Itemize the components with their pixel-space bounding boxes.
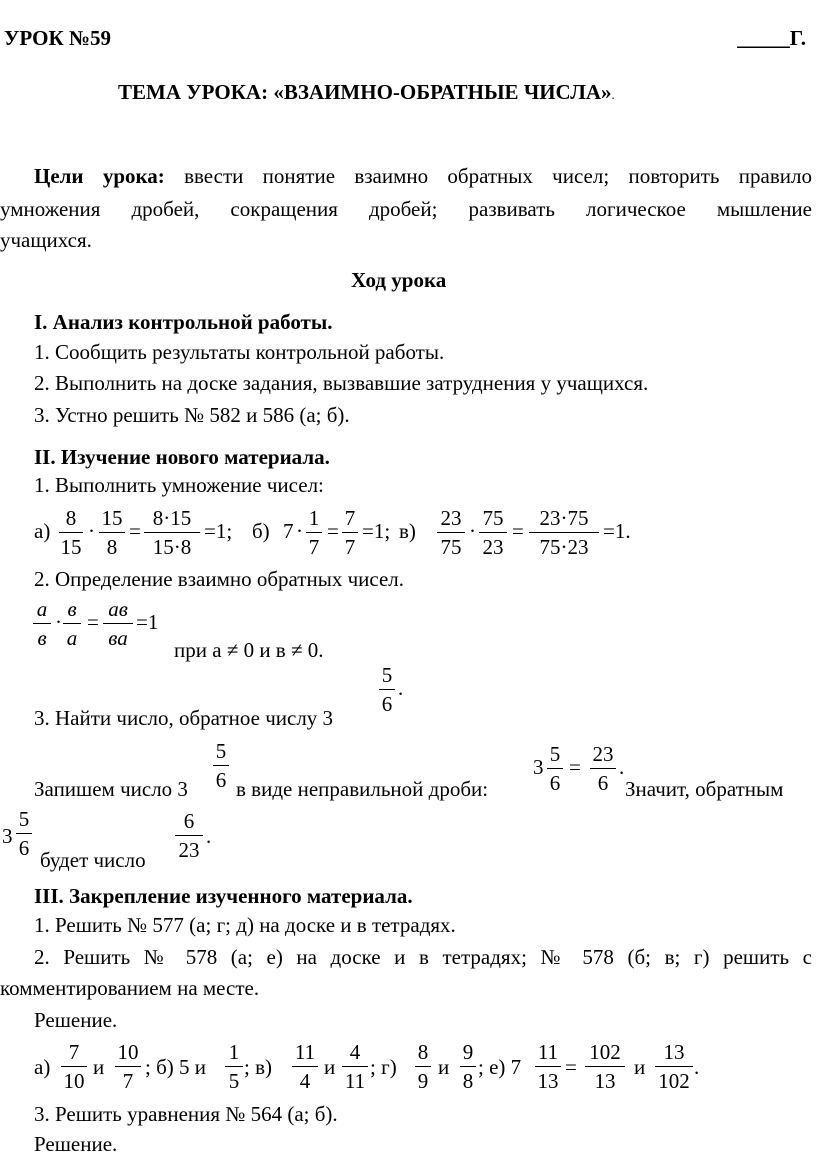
fraction: 23·75 75·23 — [528, 507, 600, 558]
fraction: 8 9 — [414, 1041, 432, 1092]
multiply-dot: · — [55, 610, 62, 634]
example-c-result: =1. — [603, 519, 631, 543]
lesson-title — [118, 82, 615, 103]
goals-text-1: ввести понятие взаимно обратных чисел; повторить правило — [184, 164, 812, 188]
fraction: 13 102 — [654, 1041, 694, 1092]
multiply-dot: · — [296, 519, 303, 543]
whole-number: 3 — [2, 824, 13, 848]
fraction: 7 7 — [341, 507, 359, 558]
answer-dot: . — [206, 824, 212, 848]
example-a-result: =1; — [204, 519, 233, 543]
and-word: и — [324, 1055, 336, 1079]
fraction: 1 7 — [305, 507, 323, 558]
fraction: 4 11 — [341, 1041, 369, 1092]
pair-b-label: ; б) 5 и — [145, 1055, 207, 1079]
fraction: 7 10 — [60, 1041, 88, 1092]
example-c-label: в) — [399, 519, 416, 543]
goals-line-3: учащихся. — [0, 228, 92, 252]
title-prefix: ТЕМА УРОКА: — [118, 80, 269, 104]
equals-sign: = — [569, 755, 581, 779]
lesson-number: УРОК №59 — [4, 26, 112, 50]
solution-label-2: Решение. — [34, 1132, 118, 1156]
goals-line-1 — [34, 166, 812, 187]
goals-line-2: умножения дробей, сокращения дробей; развивать логическое мышление — [0, 197, 812, 221]
fraction: 10 7 — [114, 1041, 142, 1092]
pair-g-label: ; г) — [370, 1055, 397, 1079]
and-word: и — [93, 1055, 105, 1079]
title-dot: . — [611, 87, 615, 102]
fraction: 8·15 15·8 — [143, 507, 201, 558]
section2-item-3: 3. Найти число, обратное числу 3 — [34, 706, 334, 730]
example-b-label: б) — [252, 519, 270, 543]
fraction: 5 6 — [15, 808, 33, 859]
fraction: 23 6 — [589, 743, 617, 794]
section2-item-1: 1. Выполнить умножение чисел: — [34, 473, 324, 497]
multiply-dot: · — [88, 519, 95, 543]
pair-c-label: ; в) — [244, 1055, 272, 1079]
fraction: а в — [32, 598, 52, 649]
section2-item-2: 2. Определение взаимно обратных чисел. — [34, 567, 405, 591]
conversion-dot: . — [619, 755, 625, 779]
fraction: 11 13 — [534, 1041, 562, 1092]
equals-sign: = — [327, 519, 339, 543]
fraction: 6 23 — [174, 810, 204, 861]
goals-label: Цели урока: — [34, 164, 165, 188]
section3-heading: III. Закрепление изученного материала. — [34, 884, 413, 908]
section3-item-2-line-1: 2. Решить № 578 (а; е) на доске и в тетрадях; № 578 (б; в; г) решить с — [34, 945, 812, 969]
equals-sign: = — [512, 519, 524, 543]
definition-condition: при а ≠ 0 и в ≠ 0. — [174, 638, 324, 662]
fraction: ав ва — [102, 598, 134, 649]
fraction: 5 6 — [378, 664, 396, 715]
equals-sign: = — [565, 1055, 577, 1079]
fraction: 23 75 — [436, 507, 466, 558]
section2-heading: II. Изучение нового материала. — [34, 445, 330, 469]
course-heading: Ход урока — [351, 268, 447, 292]
solution-label: Решение. — [34, 1008, 118, 1032]
section3-item-3: 3. Решить уравнения № 564 (а; б). — [34, 1102, 338, 1126]
title-topic: «ВЗАИМНО-ОБРАТНЫЕ ЧИСЛА» — [273, 80, 612, 104]
date-blank: _____Г. — [737, 26, 806, 50]
equals-sign: = — [87, 610, 99, 634]
section1-item-3: 3. Устно решить № 582 и 586 (а; б). — [34, 403, 350, 427]
section1-item-2: 2. Выполнить на доске задания, вызвавшие затруднения у учащихся. — [34, 371, 649, 395]
write-text: Запишем число 3 — [34, 777, 188, 801]
fraction: в а — [62, 598, 82, 649]
pair-a-label: а) — [34, 1055, 51, 1079]
pairs-dot: . — [694, 1055, 700, 1079]
whole-number: 7 — [283, 519, 294, 543]
fraction: 75 23 — [478, 507, 508, 558]
section3-item-1: 1. Решить № 577 (а; г; д) на доске и в тетрадях. — [34, 913, 456, 937]
fraction: 11 4 — [291, 1041, 319, 1092]
equals-sign: = — [129, 519, 141, 543]
section3-item-2-line-2: комментированием на месте. — [0, 976, 260, 1000]
fraction: 9 8 — [459, 1041, 477, 1092]
fraction: 5 6 — [546, 743, 564, 794]
fraction: 5 6 — [212, 740, 230, 791]
definition-result: =1 — [136, 610, 159, 634]
section1-heading: I. Анализ контрольной работы. — [34, 310, 333, 334]
multiply-dot: · — [469, 519, 476, 543]
means-text: Значит, обратным — [625, 777, 784, 801]
pair-e-label: ; е) 7 — [478, 1055, 522, 1079]
fraction: 102 13 — [584, 1041, 626, 1092]
fraction: 15 8 — [98, 507, 126, 558]
and-word: и — [438, 1055, 450, 1079]
example-a-label: а) — [34, 519, 51, 543]
example-b-result: =1; — [362, 519, 391, 543]
item3-dot: . — [398, 676, 404, 700]
whole-number: 3 — [533, 755, 544, 779]
fraction: 1 5 — [224, 1041, 244, 1092]
section1-item-1: 1. Сообщить результаты контрольной работы. — [34, 340, 445, 364]
fraction: 8 15 — [60, 506, 82, 559]
write-text-2: в виде неправильной дроби: — [236, 777, 489, 801]
and-word: и — [634, 1055, 646, 1079]
will-be-text: будет число — [40, 848, 146, 872]
